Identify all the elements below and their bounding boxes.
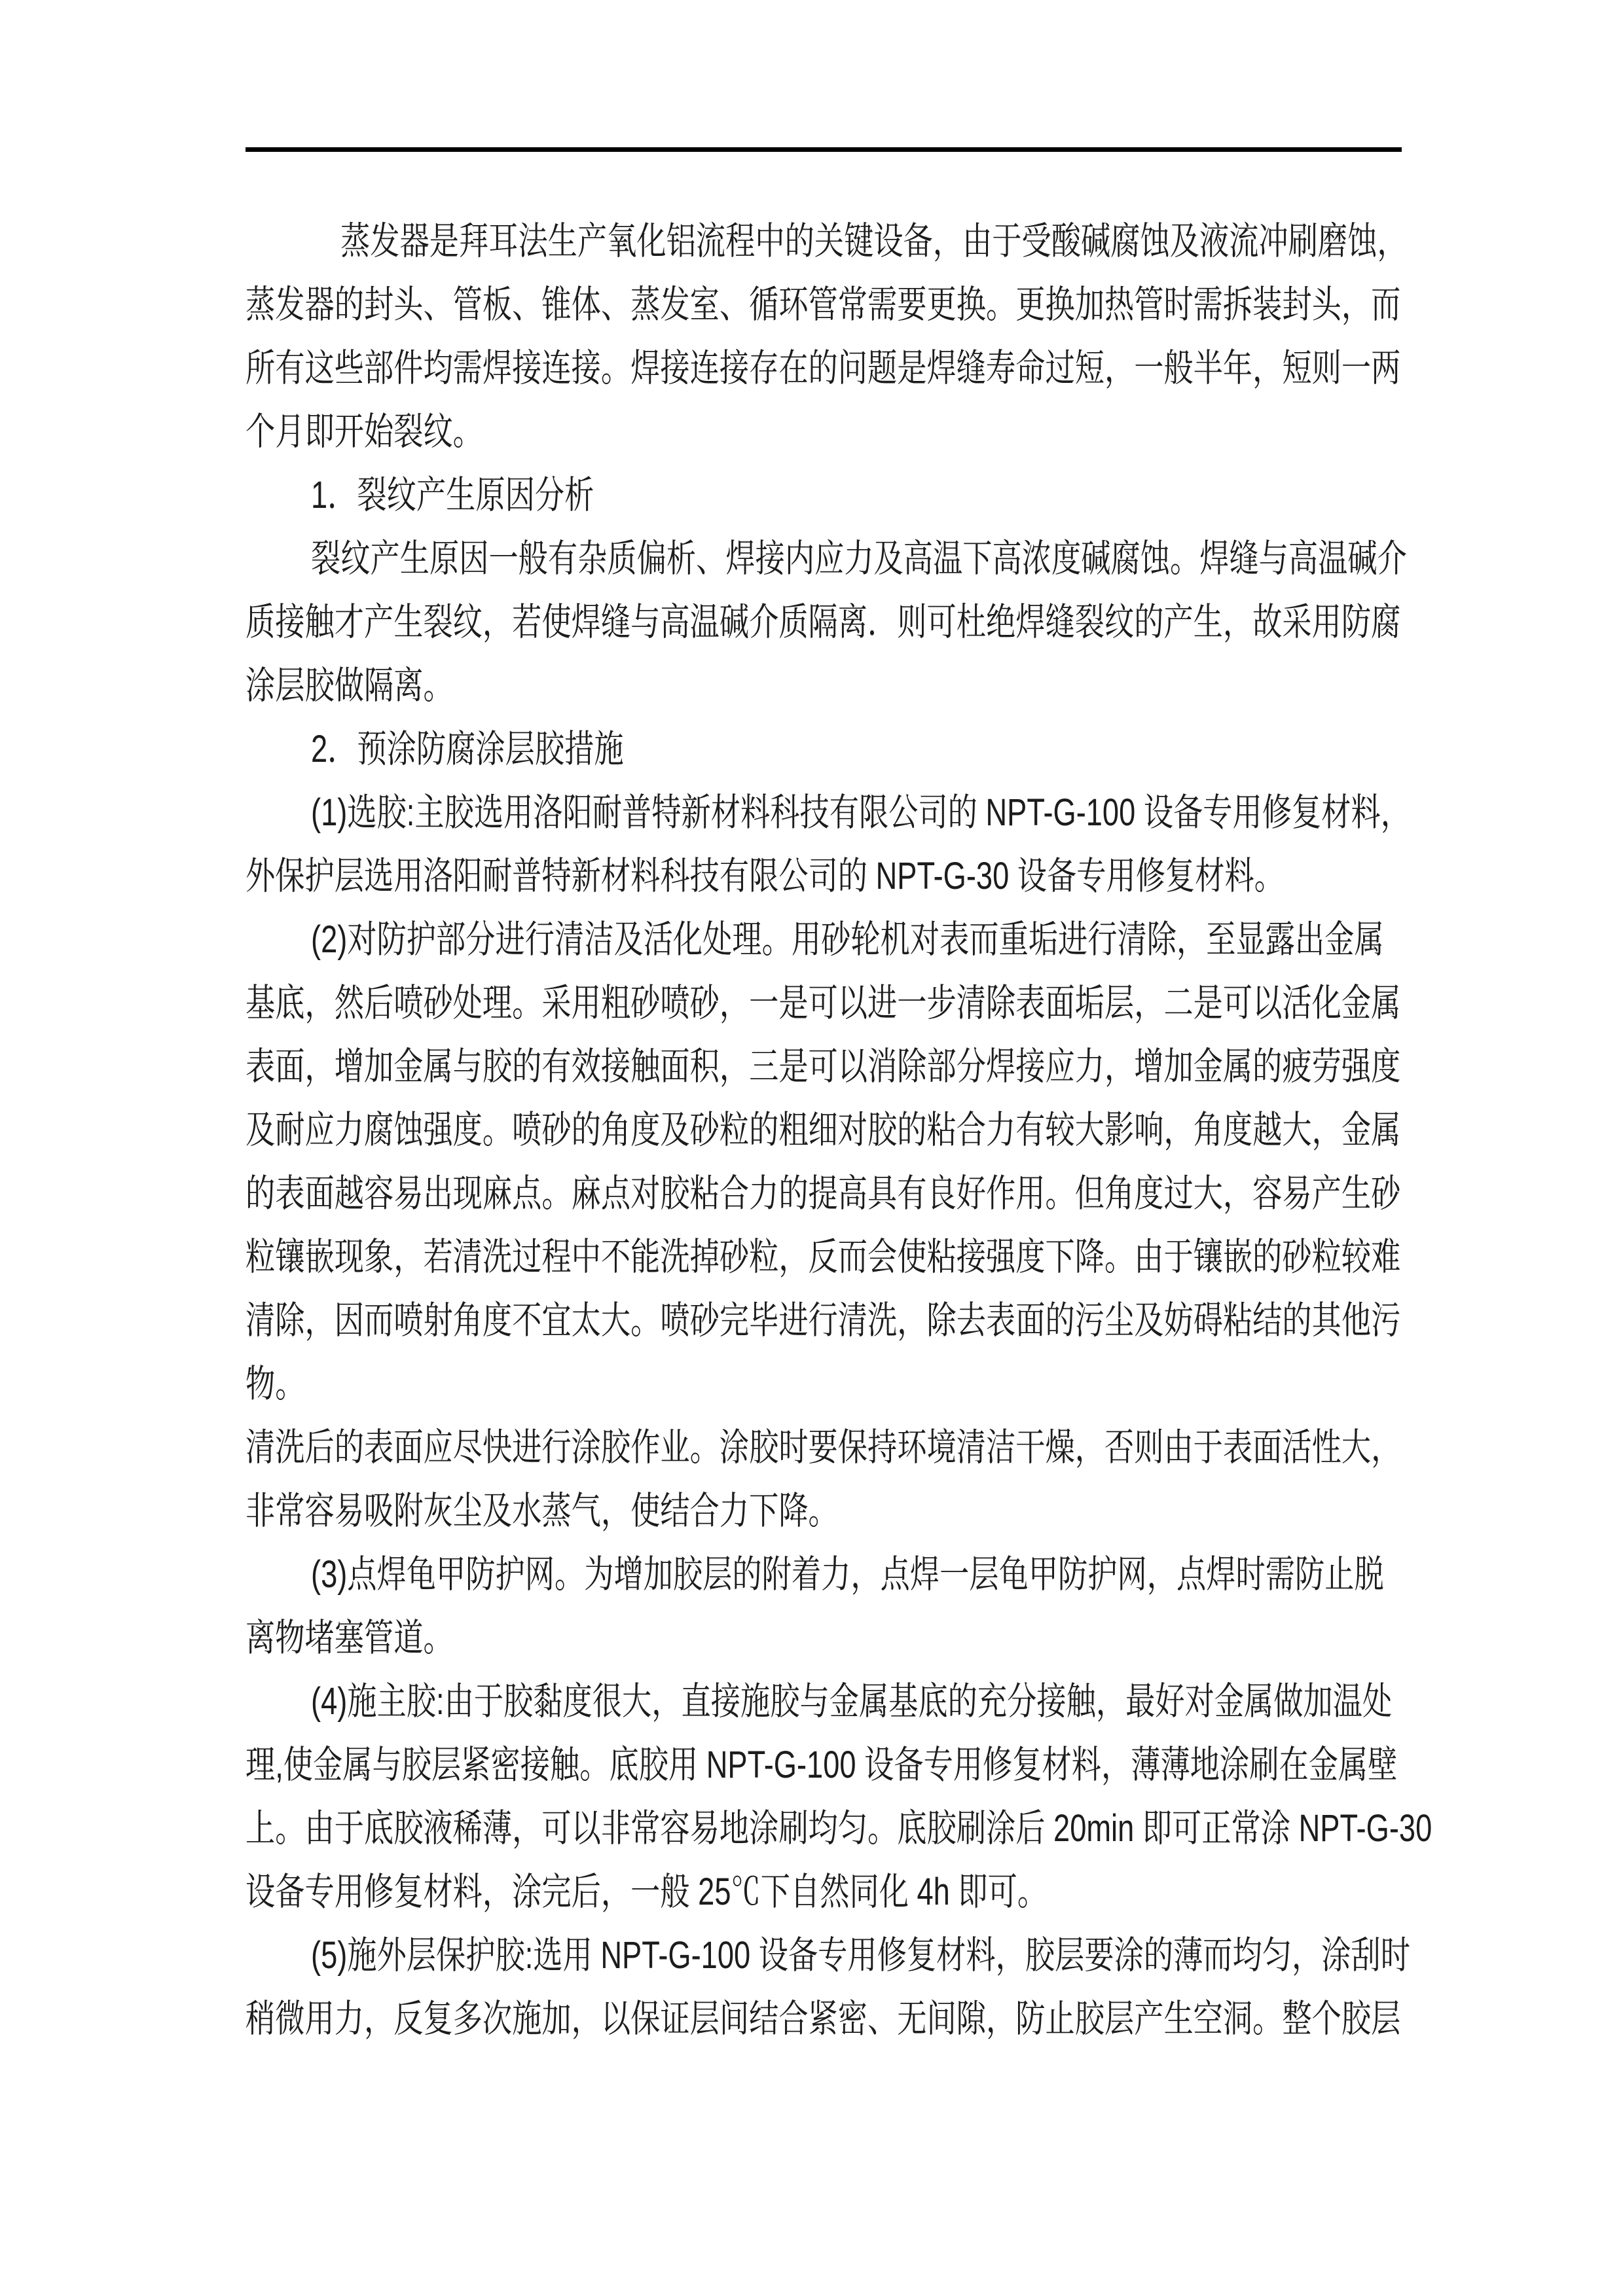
- text-line: [246, 273, 1402, 336]
- text-line: [246, 654, 1402, 717]
- text-line: [246, 1543, 1402, 1606]
- text-line-content: 及耐应力腐蚀强度。喷砂的角度及砂粒的粗细对胶的粘合力有较大影响，角度越大，金属: [246, 1109, 1401, 1151]
- text-line: [246, 1733, 1402, 1797]
- text-line-content: 表面，增加金属与胶的有效接触面积，三是可以消除部分焊接应力，增加金属的疲劳强度: [246, 1045, 1401, 1088]
- text-line-content: 粒镶嵌现象，若清洗过程中不能洗掉砂粒，反而会使粘接强度下降。由于镶嵌的砂粒较难: [246, 1236, 1401, 1278]
- text-line: [246, 1416, 1402, 1479]
- text-line-content: 离物堵塞管道。: [246, 1617, 453, 1659]
- text-line-content: 质接触才产生裂纹，若使焊缝与高温碱介质隔离．则可杜绝焊缝裂纹的产生，故采用防腐: [246, 601, 1401, 643]
- text-line-content: 2．预涂防腐涂层胶措施: [311, 728, 624, 770]
- text-line: [246, 1035, 1402, 1098]
- text-line-content: 裂纹产生原因一般有杂质偏析、焊接内应力及高温下高浓度碱腐蚀。焊缝与高温碱介: [311, 537, 1407, 580]
- text-line-content: 涂层胶做隔离。: [246, 664, 453, 707]
- text-line: [246, 209, 1407, 273]
- text-line-content: 清除，因而喷射角度不宜太大。喷砂完毕进行清洗，除去表面的污尘及妨碍粘结的其他污: [246, 1299, 1401, 1342]
- text-line-content: 1．裂纹产生原因分析: [311, 474, 594, 516]
- text-line-content: (4)施主胶:由于胶黏度很大，直接施胶与金属基底的充分接触，最好对金属做加温处: [311, 1680, 1393, 1723]
- text-line: [246, 908, 1402, 971]
- text-line-content: 上。由于底胶液稀薄，可以非常容易地涂刷均匀。底胶刷涂后 20min 即可正常涂 NPT-G-30: [246, 1807, 1432, 1850]
- text-line: [246, 1162, 1402, 1225]
- text-line: [246, 1860, 1402, 1924]
- text-line: [246, 971, 1402, 1035]
- text-line: [246, 336, 1402, 400]
- text-line-content: (1)选胶:主胶选用洛阳耐普特新材料科技有限公司的 NPT-G-100 设备专用修复材料，: [311, 791, 1410, 834]
- text-line-content: (3)点焊龟甲防护网。为增加胶层的附着力，点焊一层龟甲防护网，点焊时需防止脱: [311, 1553, 1384, 1596]
- text-line: [246, 1098, 1402, 1162]
- text-line-content: 理,使金属与胶层紧密接触。底胶用 NPT-G-100 设备专用修复材料，薄薄地涂刷在金属壁: [246, 1744, 1398, 1786]
- text-line-content: 外保护层选用洛阳耐普特新材料科技有限公司的 NPT-G-30 设备专用修复材料。: [246, 855, 1284, 897]
- text-line-content: (2)对防护部分进行清洁及活化处理。用砂轮机对表而重垢进行清除，至显露出金属: [311, 918, 1384, 961]
- section-heading-line: [246, 717, 1402, 781]
- text-line-content: 蒸发器的封头、管板、锥体、蒸发室、循环管常需要更换。更换加热管时需拆装封头，而: [246, 283, 1401, 326]
- text-line: [246, 844, 1402, 908]
- header-rule: [246, 147, 1402, 152]
- text-line-content: 所有这些部件均需焊接连接。焊接连接存在的问题是焊缝寿命过短，一般半年，短则一两: [246, 347, 1401, 389]
- text-line-content: 清洗后的表面应尽快进行涂胶作业。涂胶时要保持环境清洁干燥，否则由于表面活性大，: [246, 1426, 1401, 1469]
- text-line-content: (5)施外层保护胶:选用 NPT-G-100 设备专用修复材料，胶层要涂的薄而均匀，涂刮时: [311, 1934, 1410, 1977]
- text-line: [246, 1606, 1402, 1670]
- text-line: [246, 590, 1402, 654]
- text-line-content: 稍微用力，反复多次施加，以保证层间结合紧密、无间隙，防止胶层产生空洞。整个胶层: [246, 1998, 1401, 2040]
- text-line: [246, 1924, 1410, 1987]
- text-line: [246, 1289, 1402, 1352]
- text-line: [246, 400, 1402, 463]
- text-line: [246, 781, 1410, 844]
- section-heading-line: [246, 463, 1402, 527]
- text-line-content: 的表面越容易出现麻点。麻点对胶粘合力的提高具有良好作用。但角度过大，容易产生砂: [246, 1172, 1401, 1215]
- text-line: [246, 1670, 1402, 1733]
- text-line: [246, 1352, 1402, 1416]
- text-line: [246, 1479, 1402, 1543]
- text-line: [246, 1225, 1402, 1289]
- text-line: [246, 1987, 1402, 2051]
- text-line-content: 基底，然后喷砂处理。采用粗砂喷砂，一是可以进一步清除表面垢层，二是可以活化金属: [246, 982, 1401, 1024]
- text-line-content: 设备专用修复材料，涂完后，一般 25℃下自然同化 4h 即可。: [246, 1871, 1048, 1913]
- body-text: [246, 209, 1432, 2051]
- text-line-content: 非常容易吸附灰尘及水蒸气，使结合力下降。: [246, 1490, 838, 1532]
- text-line-content: 蒸发器是拜耳法生产氧化铝流程中的关键设备，由于受酸碱腐蚀及液流冲刷磨蚀，: [340, 220, 1407, 262]
- text-line-content: 物。: [246, 1363, 305, 1405]
- text-line-content: 个月即开始裂纹。: [246, 410, 483, 453]
- text-line: [246, 1797, 1432, 1860]
- text-line: [246, 527, 1407, 590]
